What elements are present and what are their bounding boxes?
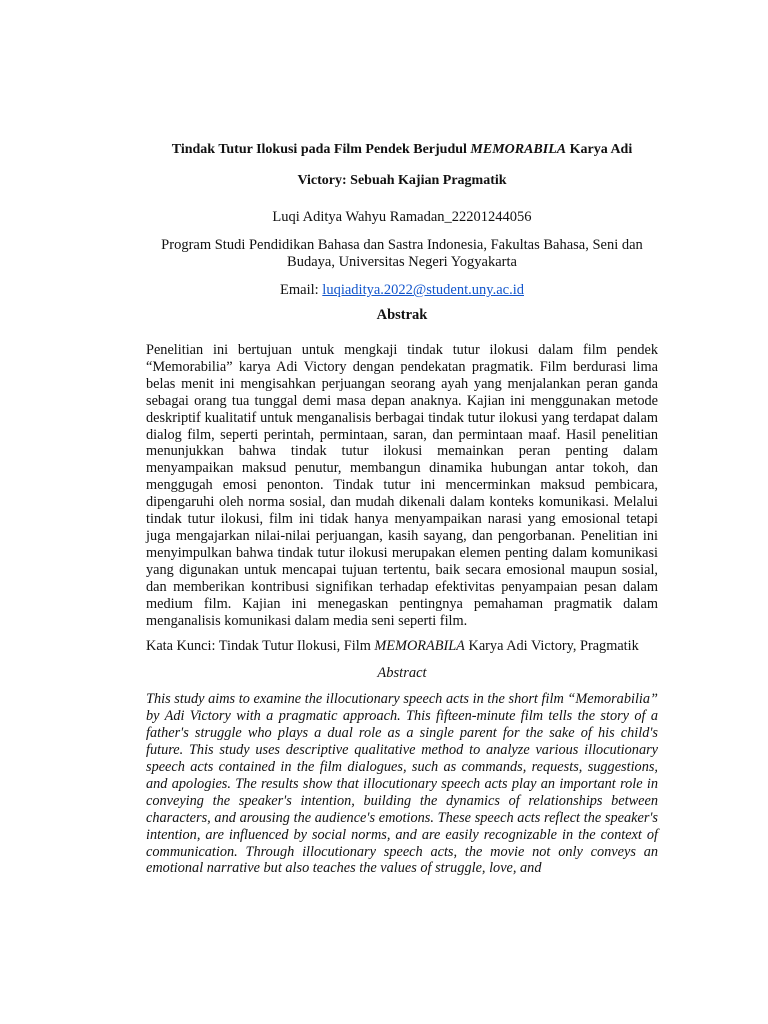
- abstrak-body: Penelitian ini bertujuan untuk mengkaji tindak tutur ilokusi dalam film pendek “Memorabilia” karya Adi Victory dengan pendekatan pragmatik. Film berdurasi lima belas menit ini mengisahkan perjuangan seorang ayah yang menjalankan peran ganda sebagai orang tua tunggal demi masa depan anaknya. Kajian ini menggunakan metode deskriptif kualitatif untuk menganalisis berbagai tindak tutur ilokusi yang terdapat dalam dialog film, seperti perintah, permintaan, saran, dan permintaan maaf. Hasil penelitian menunjukkan bahwa tindak tutur ilokusi memainkan peran penting dalam menyampaikan maksud penutur, membangun dinamika hubungan antar tokoh, dan menggugah emosi penonton. Tindak tutur ini mencerminkan maksud pembicara, dipengaruhi oleh norma sosial, dan mudah dikenali dalam konteks komunikasi. Melalui tindak tutur ilokusi, film ini tidak hanya menyampaikan narasi yang emosional tetapi juga mengajarkan nilai-nilai perjuangan, kasih sayang, dan pengorbanan. Penelitian ini menyimpulkan bahwa tindak tutur ilokusi merupakan elemen penting dalam komunikasi yang digunakan untuk mencapai tujuan tertentu, baik secara emosional maupun sosial, dan memberikan kontribusi signifikan terhadap efektivitas penyampaian pesan dalam medium film. Kajian ini menegaskan pentingnya pemahaman pragmatik dalam menganalisis komunikasi dalam media seni seperti film.: [146, 342, 658, 629]
- keywords-suffix: Karya Adi Victory, Pragmatik: [464, 638, 639, 655]
- paper-title: [146, 134, 658, 196]
- keywords-film-name: MEMORABILA: [374, 638, 465, 655]
- kata-kunci: [146, 638, 658, 655]
- author-line: Luqi Aditya Wahyu Ramadan_22201244056: [272, 209, 532, 225]
- title-part-2: Karya Adi Victory: Sebuah Kajian Pragmatik: [297, 142, 633, 188]
- email-link[interactable]: luqiaditya.2022@student.uny.ac.id: [322, 282, 524, 298]
- abstract-heading: Abstract: [377, 665, 427, 682]
- paper-page: [146, 134, 658, 877]
- abstract-body: This study aims to examine the illocutionary speech acts in the short film “Memorabilia” by Adi Victory with a pragmatic approach. This fifteen-minute film tells the story of a father's struggle who plays a dual role as a single parent for the sake of his child's future. This study uses descriptive qualitative method to analyze various illocutionary speech acts contained in the film dialogues, such as commands, requests, suggestions, and apologies. The results show that illocutionary speech acts play an important role in conveying the speaker's intention, building the dynamics of relationships between characters, and arousing the audience's emotions. These speech acts reflect the speaker's intention, are influenced by social norms, and are easily recognizable in the context of communication. Through illocutionary speech acts, the movie not only conveys an emotional narrative but also teaches the values of struggle, love, and: [146, 691, 658, 877]
- title-part-1: Tindak Tutur Ilokusi pada Film Pendek Berjudul: [171, 142, 471, 157]
- email-line: [146, 281, 658, 299]
- keywords-prefix: Kata Kunci: Tindak Tutur Ilokusi, Film: [146, 638, 375, 655]
- email-label: Email:: [280, 282, 323, 298]
- affiliation: Program Studi Pendidikan Bahasa dan Sastra Indonesia, Fakultas Bahasa, Seni dan Budaya, Universitas Negeri Yogyakarta: [161, 237, 643, 270]
- title-film-name: MEMORABILA: [470, 142, 567, 157]
- abstrak-heading: Abstrak: [376, 307, 428, 323]
